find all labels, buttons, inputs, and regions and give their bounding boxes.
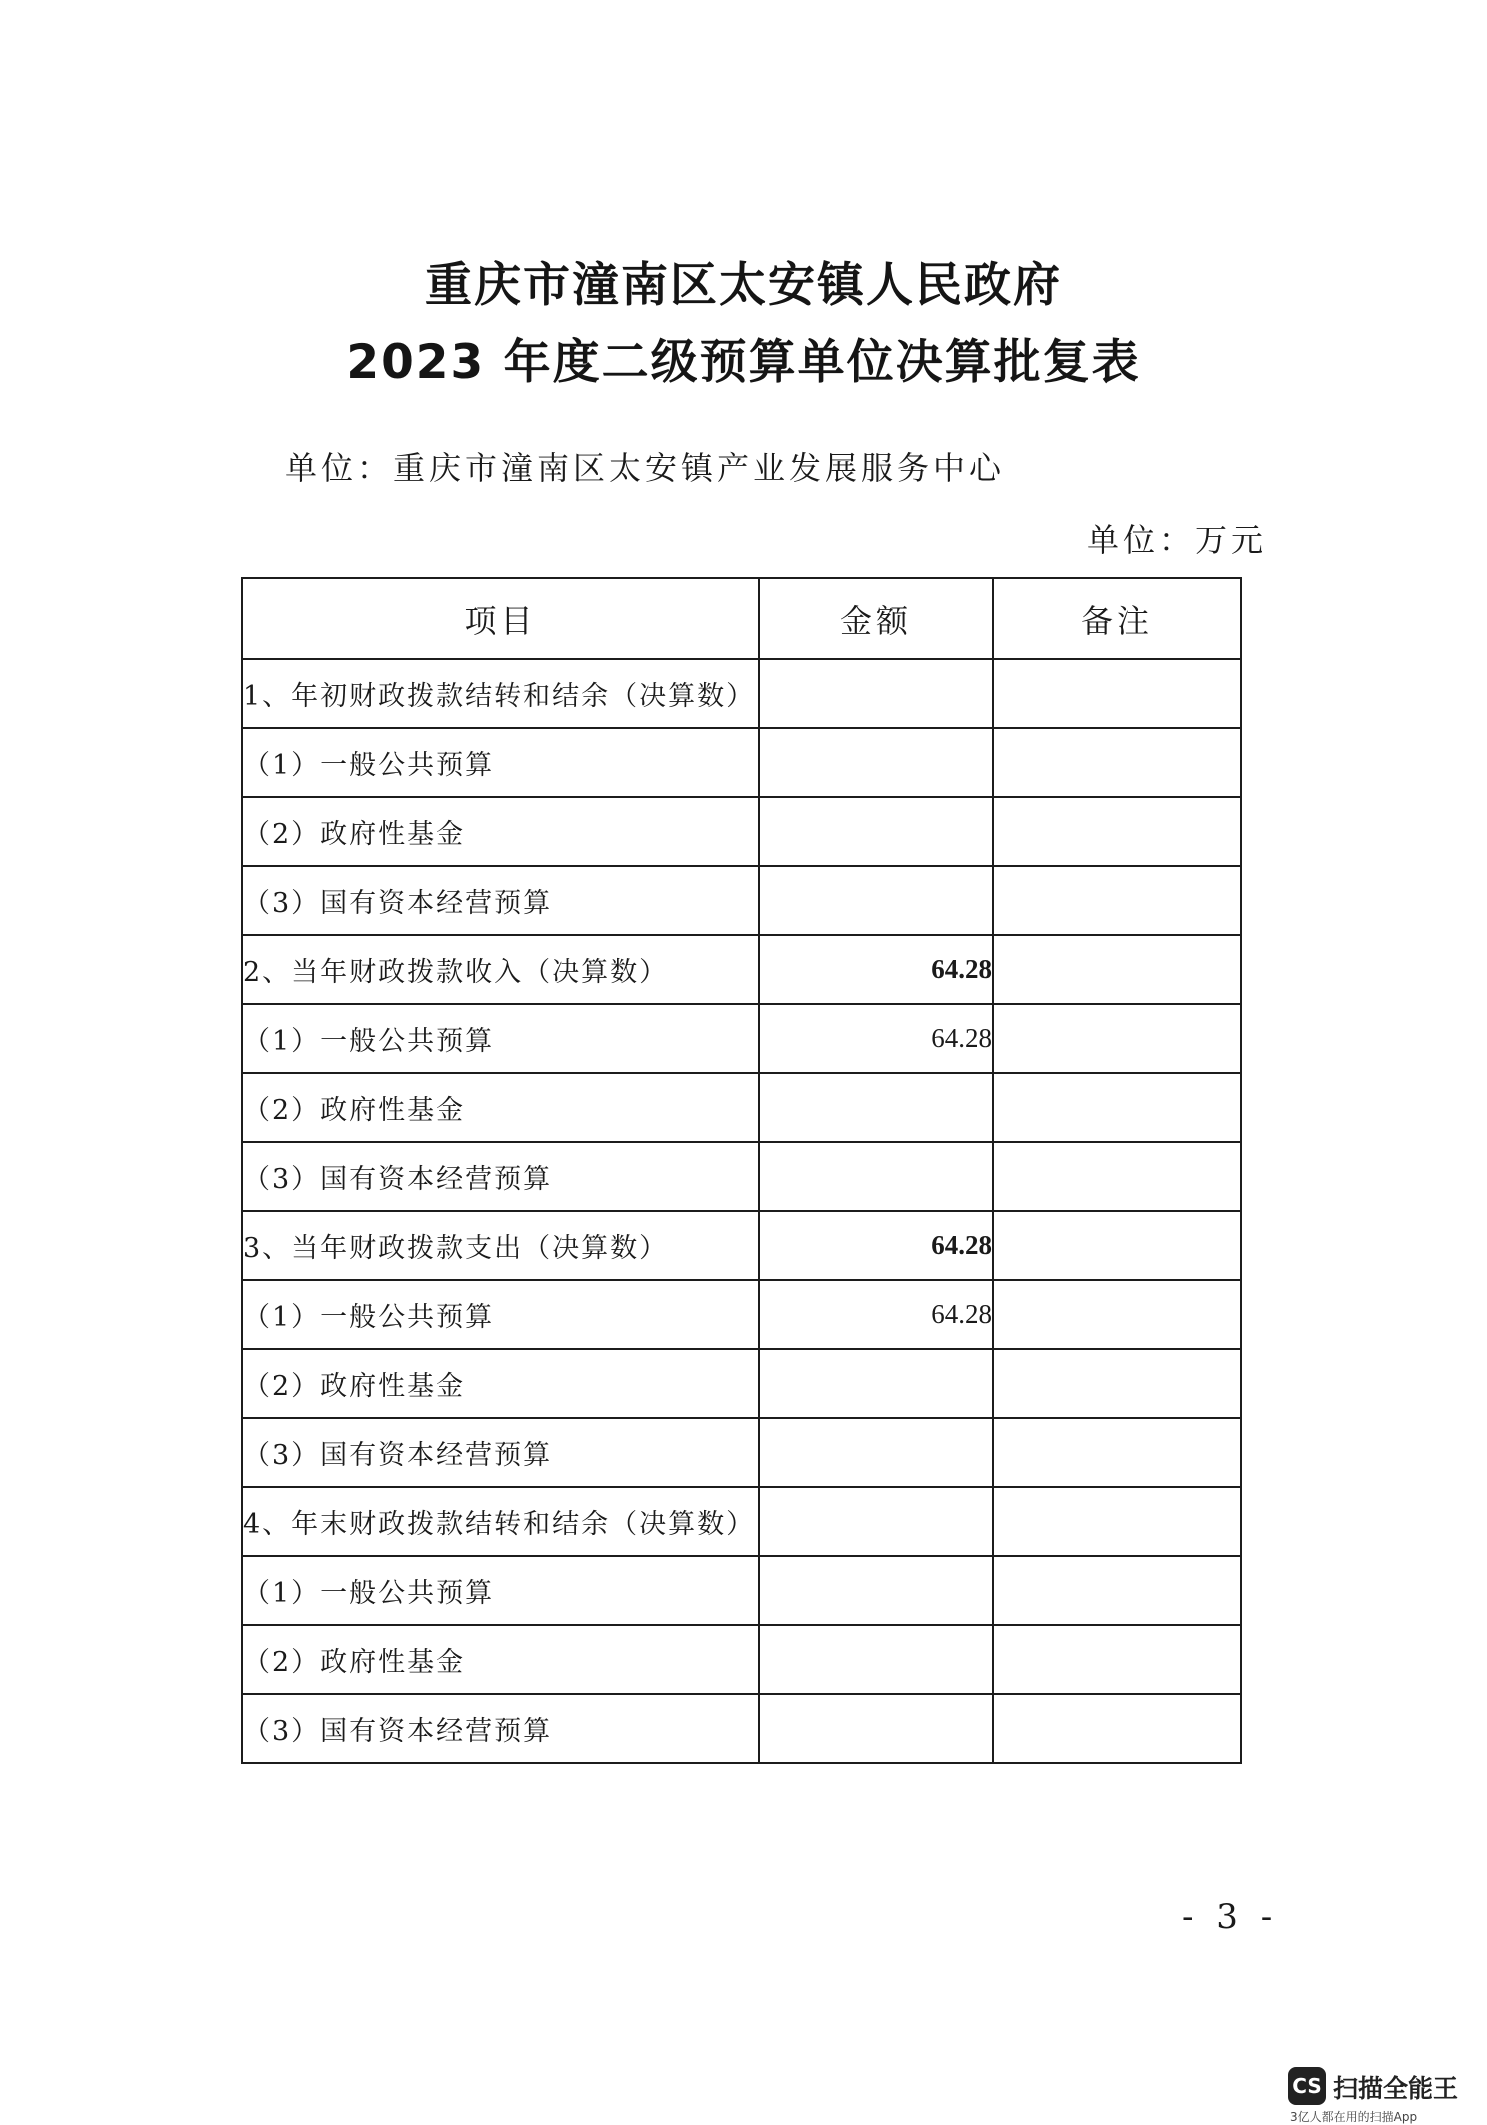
- row-item: （1）一般公共预算: [242, 1556, 759, 1625]
- row-item: 1、年初财政拨款结转和结余（决算数）: [242, 659, 759, 728]
- row-amount: [759, 866, 993, 935]
- table-row: [242, 659, 1241, 728]
- table-row: [242, 866, 1241, 935]
- row-amount: [759, 797, 993, 866]
- row-note: [993, 935, 1241, 1004]
- header-item: 项目: [242, 578, 759, 659]
- table-row: [242, 1418, 1241, 1487]
- row-item: （1）一般公共预算: [242, 728, 759, 797]
- table-row: [242, 1280, 1241, 1349]
- row-item: （1）一般公共预算: [242, 1280, 759, 1349]
- row-amount: [759, 1073, 993, 1142]
- page-number: - 3 -: [1182, 1897, 1279, 1937]
- row-amount: [759, 659, 993, 728]
- row-item: （3）国有资本经营预算: [242, 866, 759, 935]
- row-amount: 64.28: [759, 1211, 993, 1280]
- row-item: （3）国有资本经营预算: [242, 1694, 759, 1763]
- row-note: [993, 1418, 1241, 1487]
- row-note: [993, 866, 1241, 935]
- camscanner-logo-icon: CS: [1288, 2067, 1326, 2105]
- row-note: [993, 1556, 1241, 1625]
- row-note: [993, 1625, 1241, 1694]
- row-item: 4、年末财政拨款结转和结余（决算数）: [242, 1487, 759, 1556]
- watermark-app-name: 扫描全能王: [1333, 2074, 1459, 2103]
- row-amount: 64.28: [759, 935, 993, 1004]
- row-note: [993, 1349, 1241, 1418]
- row-amount: [759, 1418, 993, 1487]
- row-note: [993, 1004, 1241, 1073]
- row-item: （2）政府性基金: [242, 1625, 759, 1694]
- row-note: [993, 1142, 1241, 1211]
- row-amount: [759, 1625, 993, 1694]
- row-note: [993, 1487, 1241, 1556]
- table-row: [242, 1694, 1241, 1763]
- row-item: （2）政府性基金: [242, 797, 759, 866]
- row-note: [993, 728, 1241, 797]
- table-row: [242, 935, 1241, 1004]
- watermark-tagline: 3亿人都在用的扫描App: [1290, 2110, 1418, 2124]
- table-row: [242, 1556, 1241, 1625]
- header-amount: 金额: [759, 578, 993, 659]
- row-amount: 64.28: [759, 1280, 993, 1349]
- row-amount: [759, 728, 993, 797]
- row-amount: [759, 1142, 993, 1211]
- row-amount: [759, 1556, 993, 1625]
- table-row: [242, 1211, 1241, 1280]
- currency-unit-label: 单位：万元: [1086, 521, 1267, 559]
- row-item: （1）一般公共预算: [242, 1004, 759, 1073]
- row-amount: 64.28: [759, 1004, 993, 1073]
- row-amount: [759, 1349, 993, 1418]
- row-item: 2、当年财政拨款收入（决算数）: [242, 935, 759, 1004]
- table-header-row: [242, 578, 1241, 659]
- table-row: [242, 797, 1241, 866]
- row-amount: [759, 1487, 993, 1556]
- row-note: [993, 797, 1241, 866]
- table-row: [242, 1004, 1241, 1073]
- row-note: [993, 1694, 1241, 1763]
- row-note: [993, 1073, 1241, 1142]
- row-amount: [759, 1694, 993, 1763]
- row-item: （2）政府性基金: [242, 1073, 759, 1142]
- row-item: （2）政府性基金: [242, 1349, 759, 1418]
- row-note: [993, 1211, 1241, 1280]
- document-title-line2: 2023 年度二级预算单位决算批复表: [346, 335, 1141, 390]
- header-note: 备注: [993, 578, 1241, 659]
- table-row: [242, 1073, 1241, 1142]
- document-title-line1: 重庆市潼南区太安镇人民政府: [425, 258, 1062, 313]
- row-note: [993, 659, 1241, 728]
- table-row: [242, 1349, 1241, 1418]
- row-item: 3、当年财政拨款支出（决算数）: [242, 1211, 759, 1280]
- row-note: [993, 1280, 1241, 1349]
- table-row: [242, 1487, 1241, 1556]
- table-row: [242, 1142, 1241, 1211]
- table-row: [242, 728, 1241, 797]
- row-item: （3）国有资本经营预算: [242, 1418, 759, 1487]
- unit-name-label: 单位：重庆市潼南区太安镇产业发展服务中心: [285, 449, 1006, 487]
- budget-approval-table: [241, 577, 1242, 1764]
- row-item: （3）国有资本经营预算: [242, 1142, 759, 1211]
- table-row: [242, 1625, 1241, 1694]
